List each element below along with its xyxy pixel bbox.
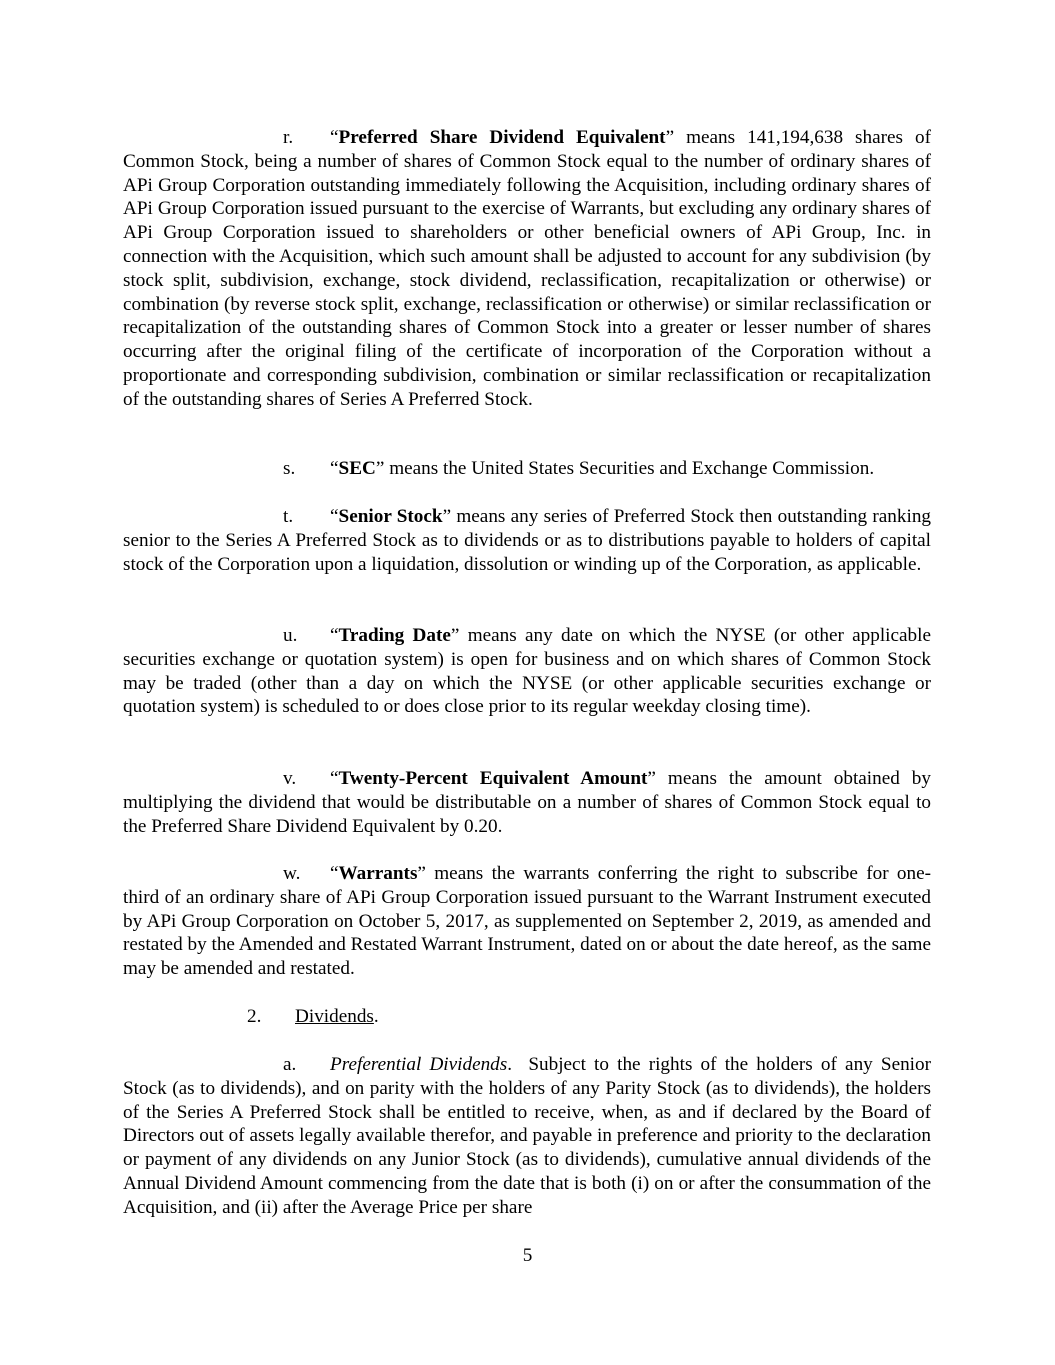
defined-term: Warrants — [338, 863, 418, 884]
page-number: 5 — [522, 1245, 533, 1266]
definition-text: means the amount obtained by multiplying the dividend that would be distributable on a number of shares of Common Stock equal to the Preferred Share Dividend Equivalent by 0.20. — [123, 768, 931, 837]
section-title: Dividends — [295, 1006, 374, 1027]
open-quote: “ — [330, 127, 339, 148]
paragraph-label: w. — [283, 863, 301, 884]
close-quote: ” — [442, 506, 452, 527]
preferential-dividends-paragraph: a. Preferential Dividends. Subject to the rights of the holders of any Senior Stock (as to dividends), and on parity with the holders of any Parity Stock (as to dividends), the holders of the Series A Preferred Stock shall be entitled to receive, when, as and if declared by the Board of Directors out of assets legally available therefor, and payable in preference and priority to the declaration or payment of any dividends on any Junior Stock (as to dividends), cumulative annual dividends of the Annual Dividend Amount commencing from the date that is both (i) on or after the consummation of the Acquisition, and (ii) after the Average Price per share — [123, 1054, 936, 1218]
definition-paragraph — [123, 126, 931, 412]
defined-term: SEC — [338, 458, 376, 479]
definition-paragraph — [123, 862, 931, 981]
definition-paragraph — [123, 767, 931, 838]
section-2-heading: 2. Dividends. — [247, 1006, 379, 1027]
definition-text: means any series of Preferred Stock then outstanding ranking senior to the Series A Preferred Stock as to dividends or as to distributions payable to holders of capital stock of the Corporation upon a liquidation, dissolution or winding up of the Corporation, as applicable. — [123, 506, 932, 575]
subsection-title: Preferential Dividends — [330, 1054, 508, 1075]
close-quote: ” — [375, 458, 385, 479]
paragraph-label: t. — [283, 506, 294, 527]
open-quote: “ — [330, 458, 339, 479]
defined-term: Trading Date — [338, 625, 451, 646]
open-quote: “ — [330, 625, 339, 646]
definition-text: means any date on which the NYSE (or other applicable securities exchange or quotation system) is open for business and on which shares of Common Stock may be traded (other than a day on which the NYSE (or other applicable securities exchange or quotation system) is scheduled to or does close prior to its regular weekday closing time). — [123, 625, 931, 718]
paragraph-label: r. — [283, 127, 294, 148]
defined-term: Senior Stock — [338, 506, 443, 527]
close-quote: ” — [450, 625, 460, 646]
defined-term: Twenty-Percent Equivalent Amount — [338, 768, 648, 789]
definition-text: means the warrants conferring the right to subscribe for one-third of an ordinary share of APi Group Corporation issued pursuant to the Warrant Instrument executed by APi Group Corporation on October 5, 2017, as supplemented on September 2, 2019, as amended and restated by the Amended and Restated Warrant Instrument, dated on or about the date hereof, as the same may be amended and restated. — [123, 863, 931, 980]
open-quote: “ — [330, 506, 339, 527]
close-quote: ” — [647, 768, 656, 789]
close-quote: ” — [665, 127, 675, 148]
paragraph-label: s. — [283, 458, 296, 479]
open-quote: “ — [330, 768, 339, 789]
section-number: 2. — [247, 1006, 262, 1027]
paragraph-label: u. — [283, 625, 298, 646]
open-quote: “ — [330, 863, 339, 884]
definition-paragraph — [123, 624, 931, 719]
definition-text: means 141,194,638 shares of Common Stock, being a number of shares of Common Stock equal to the number of ordinary shares of APi Group Corporation outstanding immediately following the Acquisition, including ordinary shares of APi Group Corporation issued pursuant to the exercise of Warrants, but excluding any ordinary shares of APi Group Corporation issued to shareholders or other beneficial owners of APi Group, Inc. in connection with the Acquisition, which such amount shall be adjusted to account for any subdivision (by stock split, subdivision, exchange, stock dividend, reclassification, recapitalization or otherwise) or combination (by reverse stock split, exchange, reclassification or otherwise) or similar reclassification or recapitalization of the outstanding shares of Common Stock into a greater or lesser number of shares occurring after the original filing of the certificate of incorporation of the Corporation without a proportionate and corresponding subdivision, combination or similar reclassification or recapitalization of the outstanding shares of Series A Preferred Stock. — [123, 127, 931, 410]
defined-term: Preferred Share Dividend Equivalent — [338, 127, 666, 148]
paragraph-label: a. — [283, 1054, 297, 1075]
paragraph-label: v. — [283, 768, 297, 789]
definition-text: means the United States Securities and Exchange Commission. — [384, 458, 875, 479]
definition-paragraph — [123, 457, 931, 481]
definition-paragraph — [123, 505, 931, 576]
close-quote: ” — [417, 863, 426, 884]
